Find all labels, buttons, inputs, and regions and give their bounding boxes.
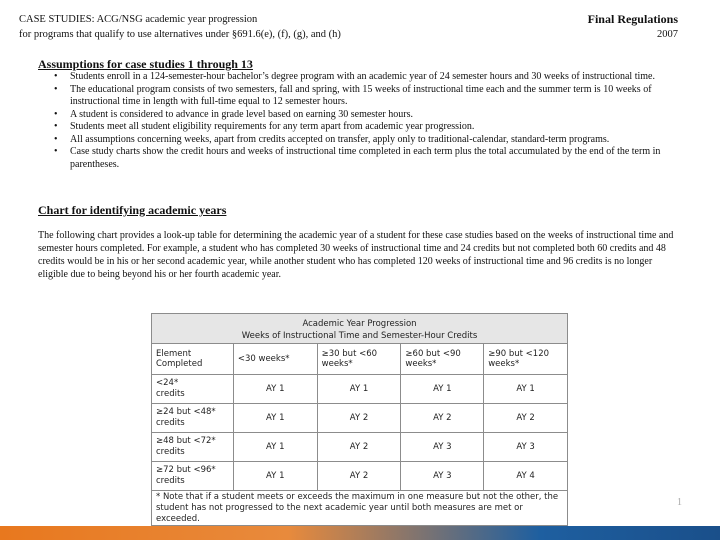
row-header-line-2: credits	[156, 476, 185, 486]
table-cell: AY 2	[317, 462, 401, 491]
row-header	[152, 433, 234, 462]
column-header-line-2: weeks*	[488, 359, 520, 369]
row-header-line-1: ≥24 but <48*	[156, 407, 216, 417]
table-cell: AY 2	[317, 404, 401, 433]
table-row	[152, 433, 568, 462]
column-header	[233, 344, 317, 375]
column-header	[401, 344, 484, 375]
header-line-1: CASE STUDIES: ACG/NSG academic year progression	[19, 14, 258, 25]
header-line-2: for programs that qualify to use alternatives under §691.6(e), (f), (g), and (h)	[19, 29, 341, 40]
column-header-line-1: ≥60 but <90	[405, 349, 461, 359]
row-header	[152, 375, 234, 404]
row-header-line-1: <24*	[156, 378, 179, 388]
column-header-line-2: weeks*	[405, 359, 437, 369]
table-cell: AY 1	[233, 433, 317, 462]
page-number: 1	[677, 497, 682, 508]
table-cell: AY 4	[484, 462, 568, 491]
assumption-item: • The educational program consists of two semesters, fall and spring, with 15 weeks of instructional time each and the summer term is 10 weeks of instructional time in length with full-time equal to 12 semester hours.	[52, 84, 672, 109]
corner-line-1: Element	[156, 349, 192, 359]
header-subject	[19, 12, 341, 42]
assumption-item: • Case study charts show the credit hours and weeks of instructional time completed in each term plus the total accumulated by the end of the term in parentheses.	[52, 146, 672, 171]
footnote-line-1: * Note that if a student meets or exceeds the maximum in one measure but not the other, the	[156, 492, 559, 502]
row-header-line-2: credits	[156, 418, 185, 428]
header-meta	[588, 12, 678, 42]
corner-line-2: Completed	[156, 359, 203, 369]
row-header-line-2: credits	[156, 447, 185, 457]
table-cell: AY 1	[317, 375, 401, 404]
chart-intro: The following chart provides a look-up table for determining the academic year of a student for these case studies based on the weeks of instructional time and semester hours completed. For example, a student who has completed 30 weeks of instructional time and 24 credits but not completed both 60 credits and 48 credits would be in his or her second academic year, while another student who has completed 120 weeks of instructional time and 96 credits is no longer eligible due to being beyond his or her fourth academic year.	[38, 230, 674, 280]
column-header	[317, 344, 401, 375]
table-cell: AY 1	[401, 375, 484, 404]
column-header	[484, 344, 568, 375]
header-year: 2007	[657, 29, 678, 40]
table-row	[152, 462, 568, 491]
table-cell: AY 1	[233, 404, 317, 433]
row-header-line-1: ≥72 but <96*	[156, 465, 216, 475]
column-header-line-1: <30 weeks*	[237, 354, 290, 364]
table-caption-line-1: Academic Year Progression	[302, 318, 417, 329]
header-title: Final Regulations	[587, 12, 678, 26]
corner-header	[152, 344, 234, 375]
row-header-line-1: ≥48 but <72*	[156, 436, 216, 446]
table-cell: AY 2	[484, 404, 568, 433]
table-cell: AY 1	[233, 462, 317, 491]
column-header-line-1: ≥30 but <60	[321, 349, 378, 359]
academic-year-table	[151, 313, 568, 526]
assumption-item: • Students meet all student eligibility requirements for any term apart from academic year progression.	[52, 121, 672, 134]
assumption-item: • All assumptions concerning weeks, apart from credits accepted on transfer, apply only to traditional-calendar, standard-term programs.	[52, 134, 672, 147]
table-row	[152, 404, 568, 433]
row-header	[152, 404, 234, 433]
column-header-line-2: weeks*	[321, 359, 353, 369]
table-cell: AY 1	[233, 375, 317, 404]
table-cell: AY 3	[484, 433, 568, 462]
table-cell: AY 3	[401, 462, 484, 491]
table-caption	[152, 314, 568, 344]
column-header-line-1: ≥90 but <120	[488, 349, 550, 359]
table-cell: AY 3	[401, 433, 484, 462]
assumptions-heading: Assumptions for case studies 1 through 13	[38, 57, 253, 71]
table-cell: AY 2	[317, 433, 401, 462]
table-cell: AY 1	[484, 375, 568, 404]
assumption-item: • A student is considered to advance in grade level based on earning 30 semester hours.	[52, 109, 672, 122]
chart-heading: Chart for identifying academic years	[38, 203, 227, 217]
table-cell: AY 2	[401, 404, 484, 433]
assumption-item: • Students enroll in a 124-semester-hour bachelor’s degree program with an academic year of 24 semester hours and 30 weeks of instructional time.	[52, 71, 672, 84]
table-footnote	[152, 491, 568, 526]
footnote-line-2: student has not progressed to the next academic year until both measures are met or exceeded.	[156, 503, 523, 524]
table-caption-line-2: Weeks of Instructional Time and Semester-Hour Credits	[241, 330, 478, 341]
row-header-line-2: credits	[156, 389, 185, 399]
assumptions-list	[52, 71, 672, 171]
footer-color-bar	[0, 526, 720, 540]
table-row	[152, 375, 568, 404]
row-header	[152, 462, 234, 491]
